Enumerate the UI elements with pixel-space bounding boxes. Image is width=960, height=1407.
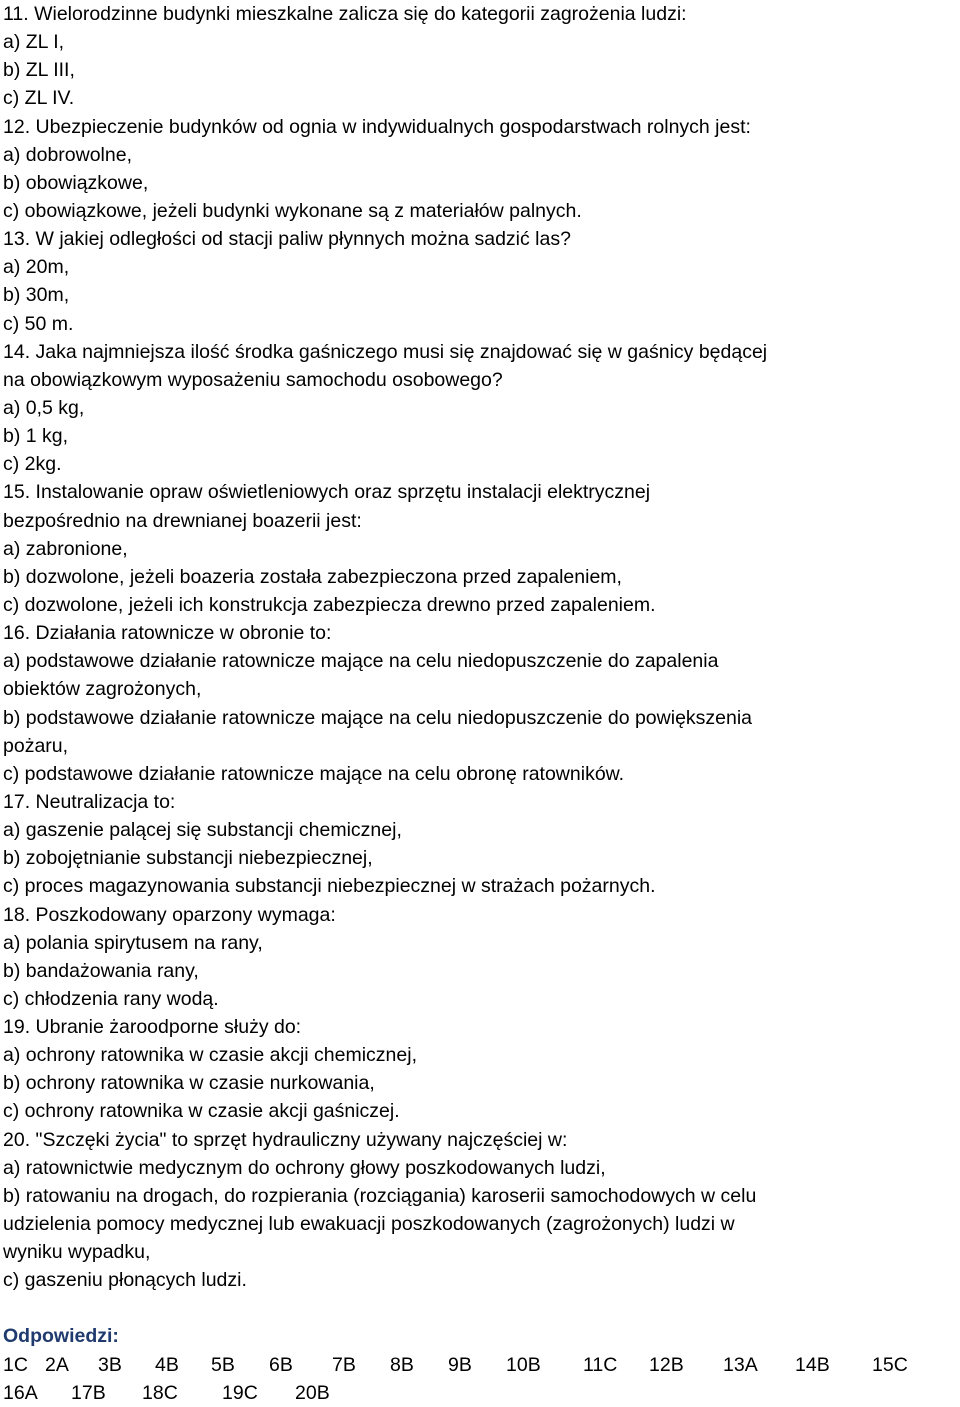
text-line: a) podstawowe działanie ratownicze mające na celu niedopuszczenie do zapalenia xyxy=(3,650,719,673)
text-line: a) 0,5 kg, xyxy=(3,396,85,419)
text-line: a) gaszenie palącej się substancji chemicznej, xyxy=(3,819,402,842)
text-line: a) ZL I, xyxy=(3,31,65,54)
text-line: 18. Poszkodowany oparzony wymaga: xyxy=(3,903,336,926)
text-line: wyniku wypadku, xyxy=(3,1241,151,1264)
text-line: a) ochrony ratownika w czasie akcji chemicznej, xyxy=(3,1044,417,1067)
text-line: a) dobrowolne, xyxy=(3,143,132,166)
answer-item: 17B xyxy=(71,1381,106,1404)
text-line: c) ochrony ratownika w czasie akcji gaśniczej. xyxy=(3,1100,400,1123)
text-line: b) 1 kg, xyxy=(3,425,69,448)
answer-item: 13A xyxy=(723,1353,758,1376)
text-line: c) gaszeniu płonących ludzi. xyxy=(3,1269,247,1292)
text-line: 13. W jakiej odległości od stacji paliw płynnych można sadzić las? xyxy=(3,228,571,251)
answer-item: 20B xyxy=(295,1381,330,1404)
text-line: c) dozwolone, jeżeli ich konstrukcja zabezpiecza drewno przed zapaleniem. xyxy=(3,593,656,616)
answer-item: 2A xyxy=(45,1353,69,1376)
text-line: c) 2kg. xyxy=(3,453,62,476)
text-line: bezpośrednio na drewnianej boazerii jest: xyxy=(3,509,362,532)
text-line: 16. Działania ratownicze w obronie to: xyxy=(3,622,332,645)
text-line: a) ratownictwie medycznym do ochrony głowy poszkodowanych ludzi, xyxy=(3,1156,606,1179)
answer-item: 19C xyxy=(222,1381,258,1404)
text-line: 17. Neutralizacja to: xyxy=(3,790,176,813)
answer-item: 14B xyxy=(795,1353,830,1376)
document-page xyxy=(3,0,958,1407)
text-line: b) 30m, xyxy=(3,284,70,307)
text-line: c) 50 m. xyxy=(3,312,74,335)
text-line: 20. "Szczęki życia" to sprzęt hydrauliczny używany najczęściej w: xyxy=(3,1128,568,1151)
answer-item: 3B xyxy=(98,1353,122,1376)
question-list xyxy=(3,0,958,1294)
answer-item: 12B xyxy=(649,1353,684,1376)
text-line: b) podstawowe działanie ratownicze mające na celu niedopuszczenie do powiększenia xyxy=(3,706,753,729)
text-line: pożaru, xyxy=(3,734,69,757)
answer-item: 8B xyxy=(390,1353,414,1376)
text-line: a) polania spirytusem na rany, xyxy=(3,931,263,954)
answers-heading: Odpowiedzi: xyxy=(3,1325,119,1348)
answer-item: 15C xyxy=(872,1353,908,1376)
text-line: b) dozwolone, jeżeli boazeria została zabezpieczona przed zapaleniem, xyxy=(3,565,622,588)
text-line: c) obowiązkowe, jeżeli budynki wykonane są z materiałów palnych. xyxy=(3,199,582,222)
answer-item: 7B xyxy=(332,1353,356,1376)
text-line: na obowiązkowym wyposażeniu samochodu osobowego? xyxy=(3,368,503,391)
text-line: b) zobojętnianie substancji niebezpiecznej, xyxy=(3,847,373,870)
text-line: c) proces magazynowania substancji niebezpiecznej w strażach pożarnych. xyxy=(3,875,656,898)
text-line: c) chłodzenia rany wodą. xyxy=(3,987,219,1010)
answer-item: 5B xyxy=(211,1353,235,1376)
text-line: a) zabronione, xyxy=(3,537,128,560)
text-line: 12. Ubezpieczenie budynków od ognia w indywidualnych gospodarstwach rolnych jest: xyxy=(3,115,751,138)
text-line: udzielenia pomocy medycznej lub ewakuacji poszkodowanych (zagrożonych) ludzi w xyxy=(3,1213,735,1236)
answer-item: 11C xyxy=(583,1353,618,1376)
text-line: b) ochrony ratownika w czasie nurkowania, xyxy=(3,1072,375,1095)
answer-item: 6B xyxy=(269,1353,293,1376)
text-line: b) obowiązkowe, xyxy=(3,171,149,194)
answers-row-1 xyxy=(3,1351,958,1379)
text-line: 11. Wielorodzinne budynki mieszkalne zalicza się do kategorii zagrożenia ludzi: xyxy=(3,3,687,25)
text-line: 14. Jaka najmniejsza ilość środka gaśniczego musi się znajdować się w gaśnicy będącej xyxy=(3,340,768,363)
text-line: c) podstawowe działanie ratownicze mające na celu obronę ratowników. xyxy=(3,762,625,785)
text-line: 19. Ubranie żaroodporne służy do: xyxy=(3,1016,302,1039)
answer-item: 1C xyxy=(3,1353,28,1376)
answer-item: 9B xyxy=(448,1353,472,1376)
answer-item: 18C xyxy=(142,1381,178,1404)
text-line: obiektów zagrożonych, xyxy=(3,678,202,701)
text-line: b) ratowaniu na drogach, do rozpierania (rozciągania) karoserii samochodowych w celu xyxy=(3,1184,757,1207)
text-line: a) 20m, xyxy=(3,256,70,279)
answer-item: 10B xyxy=(506,1353,541,1376)
text-line: c) ZL IV. xyxy=(3,87,75,110)
answer-item: 16A xyxy=(3,1381,38,1404)
text-line: b) ZL III, xyxy=(3,59,75,82)
text-line: 15. Instalowanie opraw oświetleniowych oraz sprzętu instalacji elektrycznej xyxy=(3,481,651,504)
text-line: b) bandażowania rany, xyxy=(3,959,199,982)
answer-item: 4B xyxy=(155,1353,179,1376)
